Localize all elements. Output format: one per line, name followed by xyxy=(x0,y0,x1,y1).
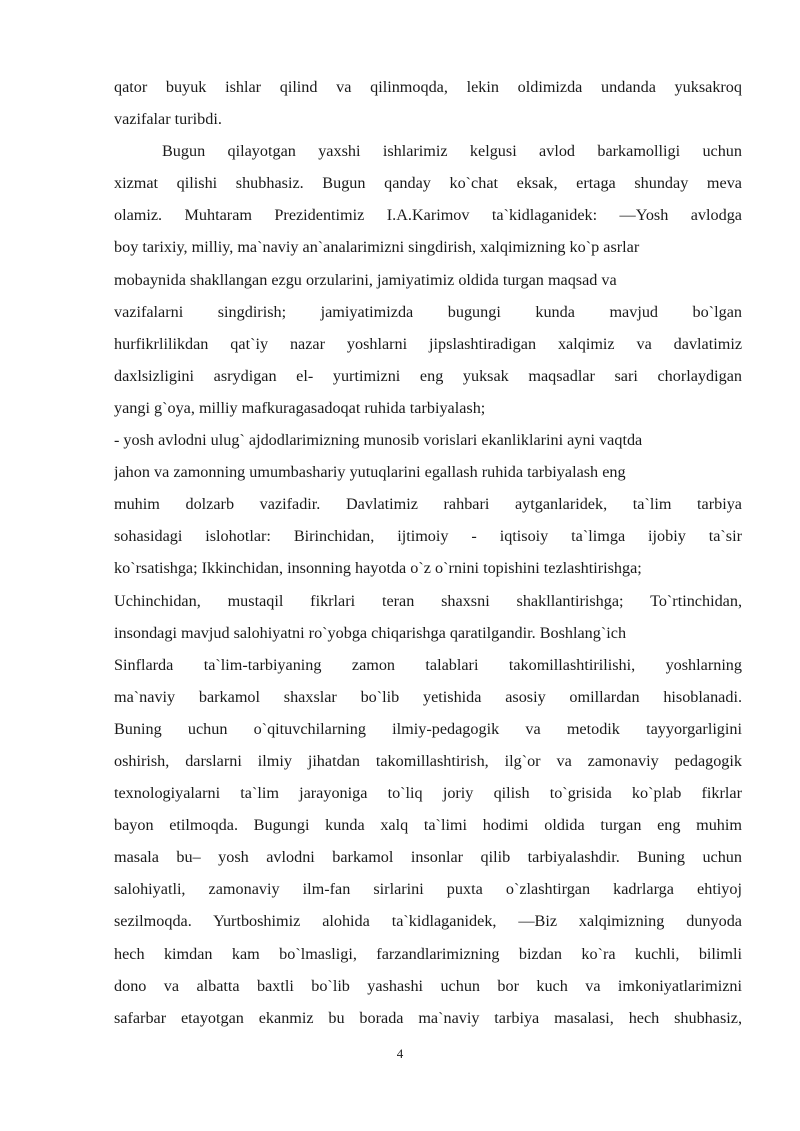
text-line: hurfikrlilikdan qat`iy nazar yoshlarni jipslashtiradigan xalqimiz va davlatimiz xyxy=(114,334,742,353)
text-line: bayon etilmoqda. Bugungi kunda xalq ta`limi hodimi oldida turgan eng muhim xyxy=(114,816,742,835)
text-line: vazifalar turibdi. xyxy=(114,110,222,129)
text-line: insondagi mavjud salohiyatni ro`yobga chiqarishga qaratilgandir. Boshlang`ich xyxy=(114,623,627,642)
text-line: Buning uchun o`qituvchilarning ilmiy-pedagogik va metodik tayyorgarligini xyxy=(114,719,742,738)
text-line: jahon va zamonning umumbashariy yutuqlarini egallash ruhida tarbiyalash eng xyxy=(114,463,626,482)
text-line: safarbar etayotgan ekanmiz bu borada ma`naviy tarbiya masalasi, hech shubhasiz, xyxy=(114,1008,742,1027)
text-line: daxlsizligini asrydigan el- yurtimizni eng yuksak maqsadlar sari chorlaydigan xyxy=(114,366,742,385)
text-line: qator buyuk ishlar qilind va qilinmoqda, lekin oldimizda undanda yuksakroq xyxy=(114,78,742,96)
text-line: masala bu– yosh avlodni barkamol insonlar qilib tarbiyalashdir. Buning uchun xyxy=(114,848,742,867)
text-line: ma`naviy barkamol shaxslar bo`lib yetishida asosiy omillardan hisoblanadi. xyxy=(114,687,742,706)
text-line: Sinflarda ta`lim-tarbiyaning zamon talablari takomillashtirilishi, yoshlarning xyxy=(114,655,742,674)
text-line: yangi g`oya, milliy mafkuragasadoqat ruhida tarbiyalash; xyxy=(114,398,486,417)
list-item-line: - yosh avlodni ulug` ajdodlarimizning munosib vorislari ekanliklarini ayni vaqtda xyxy=(114,431,643,450)
text-line: sohasidagi islohotlar: Birinchidan, ijtimoiy - iqtisoiy ta`limga ijobiy ta`sir xyxy=(114,527,742,546)
text-line: vazifalarni singdirish; jamiyatimizda bugungi kunda mavjud bo`lgan xyxy=(114,302,742,321)
text-line: muhim dolzarb vazifadir. Davlatimiz rahbari aytganlaridek, ta`lim tarbiya xyxy=(114,495,742,514)
text-line: oshirish, darslarni ilmiy jihatdan takomillashtirish, ilg`or va zamonaviy pedagogik xyxy=(114,751,742,770)
text-line: xizmat qilishi shubhasiz. Bugun qanday ko`chat eksak, ertaga shunday meva xyxy=(114,174,742,193)
text-line: texnologiyalarni ta`lim jarayoniga to`liq joriy qilish to`grisida ko`plab fikrlar xyxy=(114,784,742,803)
page-number: 4 xyxy=(396,1046,404,1061)
text-line: mobaynida shakllangan ezgu orzularini, jamiyatimiz oldida turgan maqsad va xyxy=(114,270,617,289)
text-line: boy tarixiy, milliy, ma`naviy an`analarimizni singdirish, xalqimizning ko`p asrlar xyxy=(114,238,640,257)
text-line: hech kimdan kam bo`lmasligi, farzandlarimizning bizdan ko`ra kuchli, bilimli xyxy=(114,944,742,963)
text-line: olamiz. Muhtaram Prezidentimiz I.A.Karimov ta`kidlaganidek: ―Yosh avlodga xyxy=(114,206,742,225)
paragraph-first-line: Bugun qilayotgan yaxshi ishlarimiz kelgusi avlod barkamolligi uchun xyxy=(162,142,742,161)
body-text xyxy=(114,71,742,1034)
text-line: Uchinchidan, mustaqil fikrlari teran shaxsni shakllantirishga; To`rtinchidan, xyxy=(114,591,742,610)
text-line: sezilmoqda. Yurtboshimiz alohida ta`kidlaganidek, ―Biz xalqimizning dunyoda xyxy=(114,912,742,931)
text-line: dono va albatta baxtli bo`lib yashashi uchun bor kuch va imkoniyatlarimizni xyxy=(114,976,742,995)
text-line: salohiyatli, zamonaviy ilm-fan sirlarini puxta o`zlashtirgan kadrlarga ehtiyoj xyxy=(114,880,742,899)
text-line: ko`rsatishga; Ikkinchidan, insonning hayotda o`z o`rnini topishini tezlashtirishga; xyxy=(114,559,642,578)
